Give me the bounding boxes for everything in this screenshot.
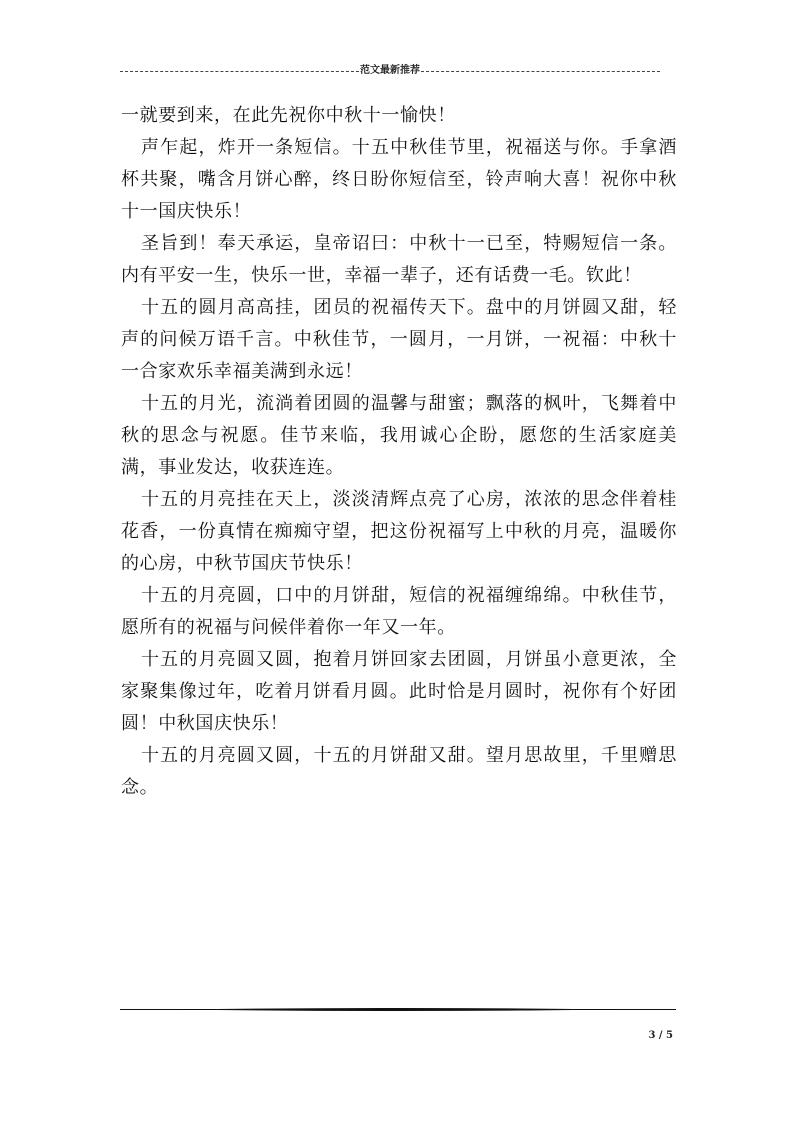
paragraph: 十五的月亮圆又圆，抱着月饼回家去团圆，月饼虽小意更浓，全家聚集像过年，吃着月饼看月圆。此时恰是月圆时，祝你有个好团圆！中秋国庆快乐！ — [121, 649, 677, 734]
page-header — [120, 58, 660, 78]
header-dash-left — [120, 71, 359, 72]
header-dash-right — [421, 71, 660, 72]
paragraph: 十五的圆月高高挂，团员的祝福传天下。盘中的月饼圆又甜，轻声的问候万语千言。中秋佳节，一圆月，一月饼，一祝福：中秋十一合家欢乐幸福美满到永远！ — [121, 297, 677, 382]
paragraph: 十五的月亮圆，口中的月饼甜，短信的祝福缠绵绵。中秋佳节，愿所有的祝福与问候伴着你一年又一年。 — [121, 585, 677, 638]
paragraph: 圣旨到！奉天承运，皇帝诏曰：中秋十一已至，特赐短信一条。内有平安一生，快乐一世，幸福一辈子，还有话费一毛。钦此！ — [121, 233, 677, 286]
paragraph: 十五的月亮挂在天上，淡淡清辉点亮了心房，浓浓的思念伴着桂花香，一份真情在痴痴守望，把这份祝福写上中秋的月亮，温暖你的心房，中秋节国庆节快乐！ — [121, 489, 677, 574]
document-body — [121, 100, 677, 804]
page-number: 3 / 5 — [648, 1030, 673, 1041]
header-title: 范文最新推荐 — [360, 64, 420, 76]
paragraph: 十五的月光，流淌着团圆的温馨与甜蜜；飘落的枫叶，飞舞着中秋的思念与祝愿。佳节来临，我用诚心企盼，愿您的生活家庭美满，事业发达，收获连连。 — [121, 393, 677, 478]
paragraph: 声乍起，炸开一条短信。十五中秋佳节里，祝福送与你。手拿酒杯共聚，嘴含月饼心醉，终日盼你短信至，铃声响大喜！祝你中秋十一国庆快乐！ — [121, 137, 677, 222]
footer-divider — [120, 1006, 676, 1014]
paragraph: 一就要到来，在此先祝你中秋十一愉快！ — [121, 105, 456, 126]
paragraph: 十五的月亮圆又圆，十五的月饼甜又甜。望月思故里，千里赠思念。 — [121, 745, 677, 798]
